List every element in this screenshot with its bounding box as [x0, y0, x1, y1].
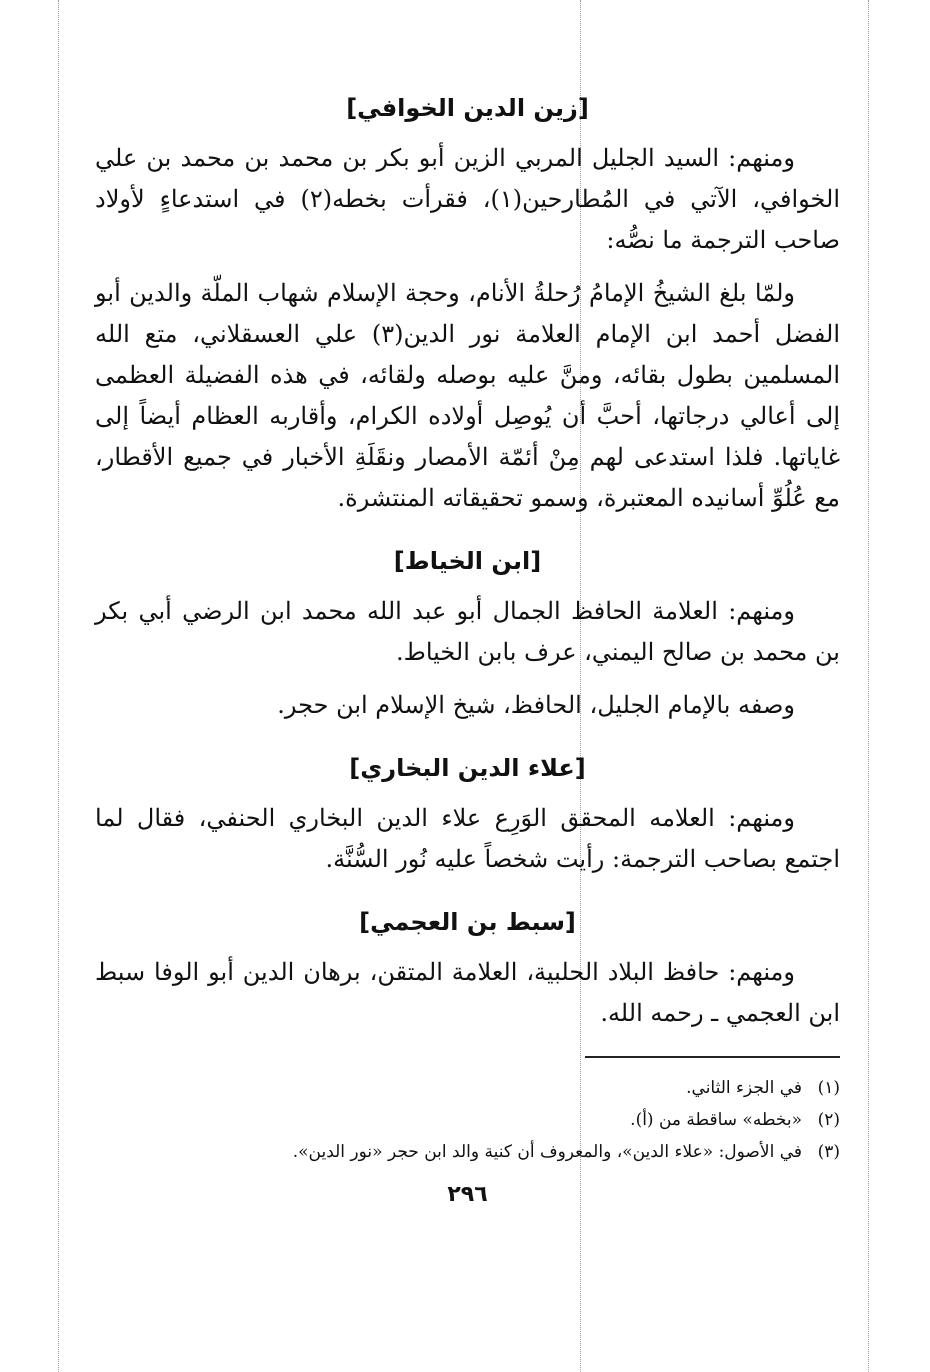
footnote-number: (٣) [817, 1142, 840, 1162]
footnote-text: في الجزء الثاني. [686, 1078, 802, 1098]
footnote-separator [585, 1056, 840, 1058]
section-ala-al-din-al-bukhari [95, 748, 840, 880]
footnote-text: في الأصول: «علاء الدين»، والمعروف أن كنية والد ابن حجر «نور الدين». [292, 1142, 802, 1162]
book-page [95, 88, 840, 1207]
footnote [95, 1072, 840, 1104]
section-heading: [سبط بن العجمي] [359, 908, 576, 936]
paragraph: ومنهم: العلامه المحقق الوَرِع علاء الدين البخاري الحنفي، فقال لما اجتمع بصاحب الترجمة: رأيت شخصاً عليه نُور السُّنَّة. [95, 804, 840, 873]
section-heading: [زين الدين الخوافي] [346, 94, 589, 122]
footnote-number: (٢) [817, 1110, 840, 1130]
paragraph: ولمّا بلغ الشيخُ الإمامُ رُحلةُ الأنام، وحجة الإسلام شهاب الملّة والدين أبو الفضل أحمد ابن الإمام العلامة نور الدين(٣) علي العسقلاني، متع الله المسلمين بطول بقائه، ومنَّ عليه بوصله ولقائه، في هذه الفضيلة العظمى إلى أعالي درجاتها، أحبَّ أن يُوصِل أولاده الكرام، وأقاربه العظام أيضاً إلى غاياتها. فلذا استدعى لهم مِنْ أئمّة الأمصار ونقَلَةِ الأخبار في جميع الأقطار، مع عُلُوِّ أسانيده المعتبرة، وسمو تحقيقاته المنتشرة. [95, 279, 840, 512]
paragraph: ومنهم: حافظ البلاد الحلبية، العلامة المتقن، برهان الدين أبو الوفا سبط ابن العجمي ـ رحمه الله. [95, 958, 840, 1027]
section-heading: [علاء الدين البخاري] [349, 754, 586, 782]
footnote-number: (١) [817, 1078, 840, 1098]
footnote [95, 1104, 840, 1136]
paragraph: ومنهم: السيد الجليل المربي الزين أبو بكر بن محمد بن محمد بن علي الخوافي، الآتي في المُطارحين(١)، فقرأت بخطه(٢) في استدعاءٍ لأولاد صاحب الترجمة ما نصُّه: [95, 144, 840, 254]
section-ibn-al-khayyat [95, 541, 840, 726]
footnote-text: «بخطه» ساقطة من (أ). [630, 1110, 802, 1130]
page-number: ٢٩٦ [447, 1182, 488, 1207]
section-heading: [ابن الخياط] [393, 547, 542, 575]
paragraph: ومنهم: العلامة الحافظ الجمال أبو عبد الله محمد ابن الرضي أبي بكر بن محمد بن صالح اليمني، عرف بابن الخياط. [95, 597, 840, 666]
footnotes [95, 1072, 840, 1168]
paragraph: وصفه بالإمام الجليل، الحافظ، شيخ الإسلام ابن حجر. [277, 691, 795, 719]
section-sibt-ibn-al-ajami [95, 902, 840, 1034]
footnote [95, 1136, 840, 1168]
section-zain-al-din-al-khawafi [95, 88, 840, 519]
scan-fold-line-left [58, 0, 59, 1372]
scan-fold-line-right [868, 0, 869, 1372]
